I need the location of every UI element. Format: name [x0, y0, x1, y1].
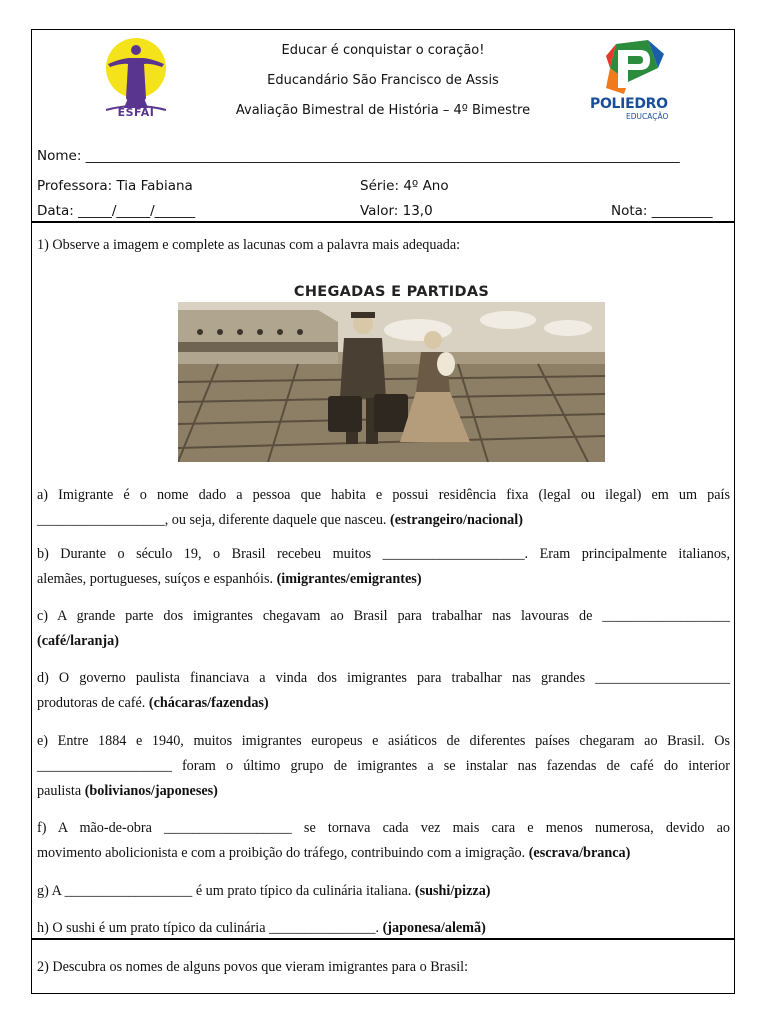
name-field[interactable]: Nome: ________________________________________________________________________________________: [37, 148, 680, 164]
q1-item-a-options: (estrangeiro/nacional): [390, 512, 523, 528]
header-motto: Educar é conquistar o coração!: [281, 43, 485, 58]
q1-item-d: [37, 666, 730, 716]
q1-item-e-line3: [37, 779, 730, 804]
poliedro-logo-text: POLIEDRO: [590, 96, 668, 112]
q1-item-d-line1[interactable]: d) O governo paulista financiava a vinda dos imigrantes para trabalhar nas grandes ___________________: [37, 670, 730, 686]
q2-prompt: 2) Descubra os nomes de alguns povos que vieram imigrantes para o Brasil:: [37, 959, 469, 975]
q1-item-d-line2: [37, 691, 730, 716]
q1-prompt: 1) Observe a imagem e complete as lacunas com a palavra mais adequada:: [37, 237, 461, 253]
q1-item-g: [37, 879, 730, 904]
exam-sheet: [31, 29, 735, 994]
q1-item-f: [37, 816, 730, 866]
q1-item-e-line2[interactable]: ___________________ foram o último grupo de imigrantes a se instalar nas fazendas de café do interior: [37, 758, 730, 774]
q1-item-c-line2: [37, 629, 730, 654]
q1-item-d-text: produtoras de café.: [37, 695, 149, 711]
q1-item-a-text[interactable]: __________________, ou seja, diferente daquele que nasceu.: [37, 512, 391, 528]
poliedro-logo-subtext: EDUCAÇÃO: [626, 112, 669, 121]
q1-item-g-line1: [37, 879, 730, 904]
q1-item-a-line2: [37, 508, 730, 533]
q1-item-h-options: (japonesa/alemã): [382, 920, 486, 936]
q1-item-g-options: (sushi/pizza): [414, 883, 491, 899]
q1-item-b-line1[interactable]: b) Durante o século 19, o Brasil recebeu muitos ____________________. Eram principalmente italianos,: [37, 546, 730, 562]
value-field: Valor: 13,0: [360, 203, 433, 219]
q1-item-a-line1: a) Imigrante é o nome dado a pessoa que habita e possui residência fixa (legal ou ilegal) em um país: [37, 487, 730, 503]
illustration-title: CHEGADAS E PARTIDAS: [293, 284, 490, 300]
q1-item-g-text[interactable]: g) A __________________ é um prato típico da culinária italiana.: [37, 883, 415, 899]
poliedro-logo: [588, 38, 678, 124]
esfai-logo-text: ESFAI: [117, 106, 155, 119]
q1-item-f-options: (escrava/branca): [528, 845, 631, 861]
q1-item-e-text: paulista: [37, 783, 85, 799]
header-exam-title: Avaliação Bimestral de História – 4º Bimestre: [235, 103, 531, 118]
q1-item-b-text: alemães, portugueses, suíços e espanhóis.: [37, 571, 277, 587]
poliedro-emblem-icon: [588, 38, 678, 98]
immigrants-scene-icon: [178, 302, 605, 462]
q1-item-b: [37, 542, 730, 592]
q1-item-f-line1[interactable]: f) A mão-de-obra __________________ se tornava cada vez mais cara e menos numerosa, devido ao: [37, 820, 730, 836]
q1-item-e-line1: e) Entre 1884 e 1940, muitos imigrantes europeus e asiáticos de diferentes países chegaram ao Brasil. Os: [37, 733, 730, 749]
q1-item-h-text[interactable]: h) O sushi é um prato típico da culinária _______________.: [37, 920, 383, 936]
header-divider: [32, 221, 734, 223]
q1-item-c-options: (café/laranja): [37, 633, 119, 649]
q1-item-f-line2: [37, 841, 730, 866]
grade-field[interactable]: Nota: _________: [611, 203, 713, 219]
q1-item-d-options: (chácaras/fazendas): [148, 695, 269, 711]
section-divider: [32, 938, 734, 940]
q1-item-f-text: movimento abolicionista e com a proibição do tráfego, contribuindo com a imigração.: [37, 845, 529, 861]
q1-item-a: [37, 483, 730, 533]
date-field[interactable]: Data: _____/_____/______: [37, 203, 196, 219]
series-field: Série: 4º Ano: [360, 178, 449, 194]
q1-item-e: [37, 729, 730, 804]
q1-item-e-options: (bolivianos/japoneses): [84, 783, 218, 799]
chegadas-partidas-illustration: [178, 276, 605, 462]
q1-item-c-line1[interactable]: c) A grande parte dos imigrantes chegavam ao Brasil para trabalhar nas lavouras de __________________: [37, 608, 730, 624]
teacher-field: Professora: Tia Fabiana: [37, 178, 193, 194]
header-school: Educandário São Francisco de Assis: [267, 73, 499, 88]
q1-item-b-line2: [37, 567, 730, 592]
q1-item-c: [37, 604, 730, 654]
q1-item-b-options: (imigrantes/emigrantes): [276, 571, 422, 587]
